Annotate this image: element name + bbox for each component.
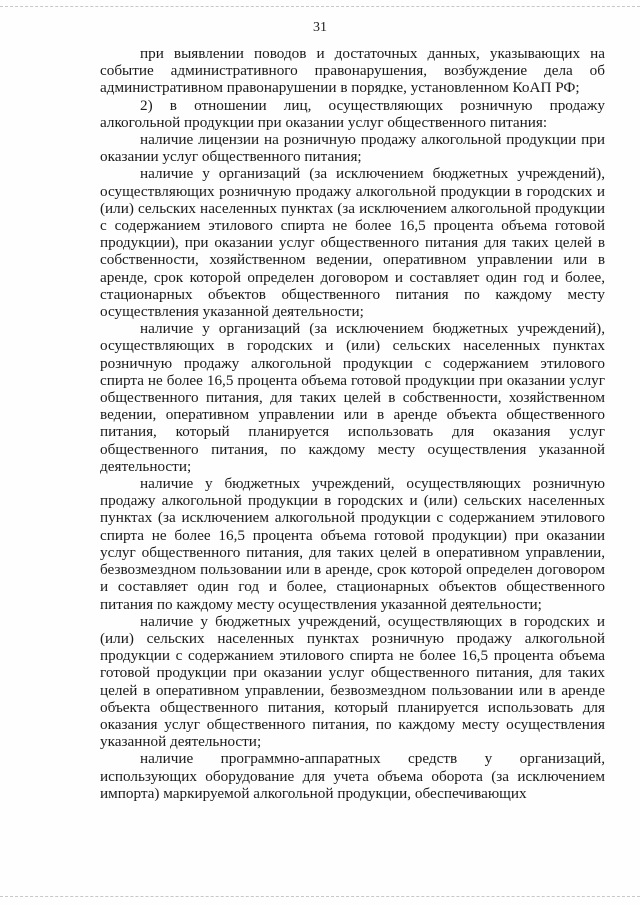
paragraph-8: наличие программно-аппаратных средств у организаций, использующих оборудование для учета объема оборота (за исключением импорта) маркируемой алкогольной продукции, обеспечивающих bbox=[100, 750, 605, 802]
page-number: 31 bbox=[313, 20, 327, 35]
paragraph-4: наличие у организаций (за исключением бюджетных учреждений), осуществляющих розничную продажу алкогольной продукции в городских и (или) сельских населенных пунктах (за исключением алкогольной продукции с содержанием этилового спирта не более 16,5 процента объема готовой продукции), при оказании услуг общественного питания для таких целей в собственности, хозяйственном ведении, оперативном управлении или в аренде, срок которой определен договором и составляет один год и более, стационарных объектов общественного питания по каждому месту осуществления указанной деятельности; bbox=[100, 165, 605, 321]
scan-edge-top bbox=[0, 6, 640, 8]
paragraph-5: наличие у организаций (за исключением бюджетных учреждений), осуществляющих в городских и (или) сельских населенных пунктах розничную продажу алкогольной продукции с содержанием этилового спирта не более 16,5 процента объема готовой продукции при оказании услуг общественного питания, для таких целей в собственности, хозяйственном ведении, оперативном управлении или в аренде объекта общественного питания, который планируется использовать для оказания услуг общественного питания, по каждому месту осуществления указанной деятельности; bbox=[100, 320, 605, 475]
scan-edge-bottom bbox=[0, 896, 640, 898]
paragraph-7: наличие у бюджетных учреждений, осуществляющих в городских и (или) сельских населенных пунктах розничную продажу алкогольной продукции с содержанием этилового спирта не более 16,5 процента объема готовой продукции при оказании услуг общественного питания, для таких целей в оперативном управлении, безвозмездном пользовании или в аренде объекта общественного питания, который планируется использовать для оказания услуг общественного питания, по каждому месту осуществления указанной деятельности; bbox=[100, 612, 605, 751]
paragraph-6: наличие у бюджетных учреждений, осуществляющих розничную продажу алкогольной продукции в городских и (или) сельских населенных пунктах (за исключением алкогольной продукции с содержанием этилового спирта не более 16,5 процента объема готовой продукции) при оказании услуг общественного питания, для таких целей в оперативном управлении, безвозмездном пользовании или в аренде, срок которой определен договором и составляет один год и более, стационарных объектов общественного питания по каждому месту осуществления указанной деятельности; bbox=[100, 475, 605, 613]
paragraph-3: наличие лицензии на розничную продажу алкогольной продукции при оказании услуг общественного питания; bbox=[100, 131, 605, 166]
paragraph-2: 2) в отношении лиц, осуществляющих розничную продажу алкогольной продукции при оказании услуг общественного питания: bbox=[100, 96, 605, 131]
paragraph-1: при выявлении поводов и достаточных данных, указывающих на событие административного правонарушения, возбуждение дела об административном правонарушении в порядке, установленном КоАП РФ; bbox=[100, 45, 605, 97]
document-body bbox=[100, 45, 605, 802]
